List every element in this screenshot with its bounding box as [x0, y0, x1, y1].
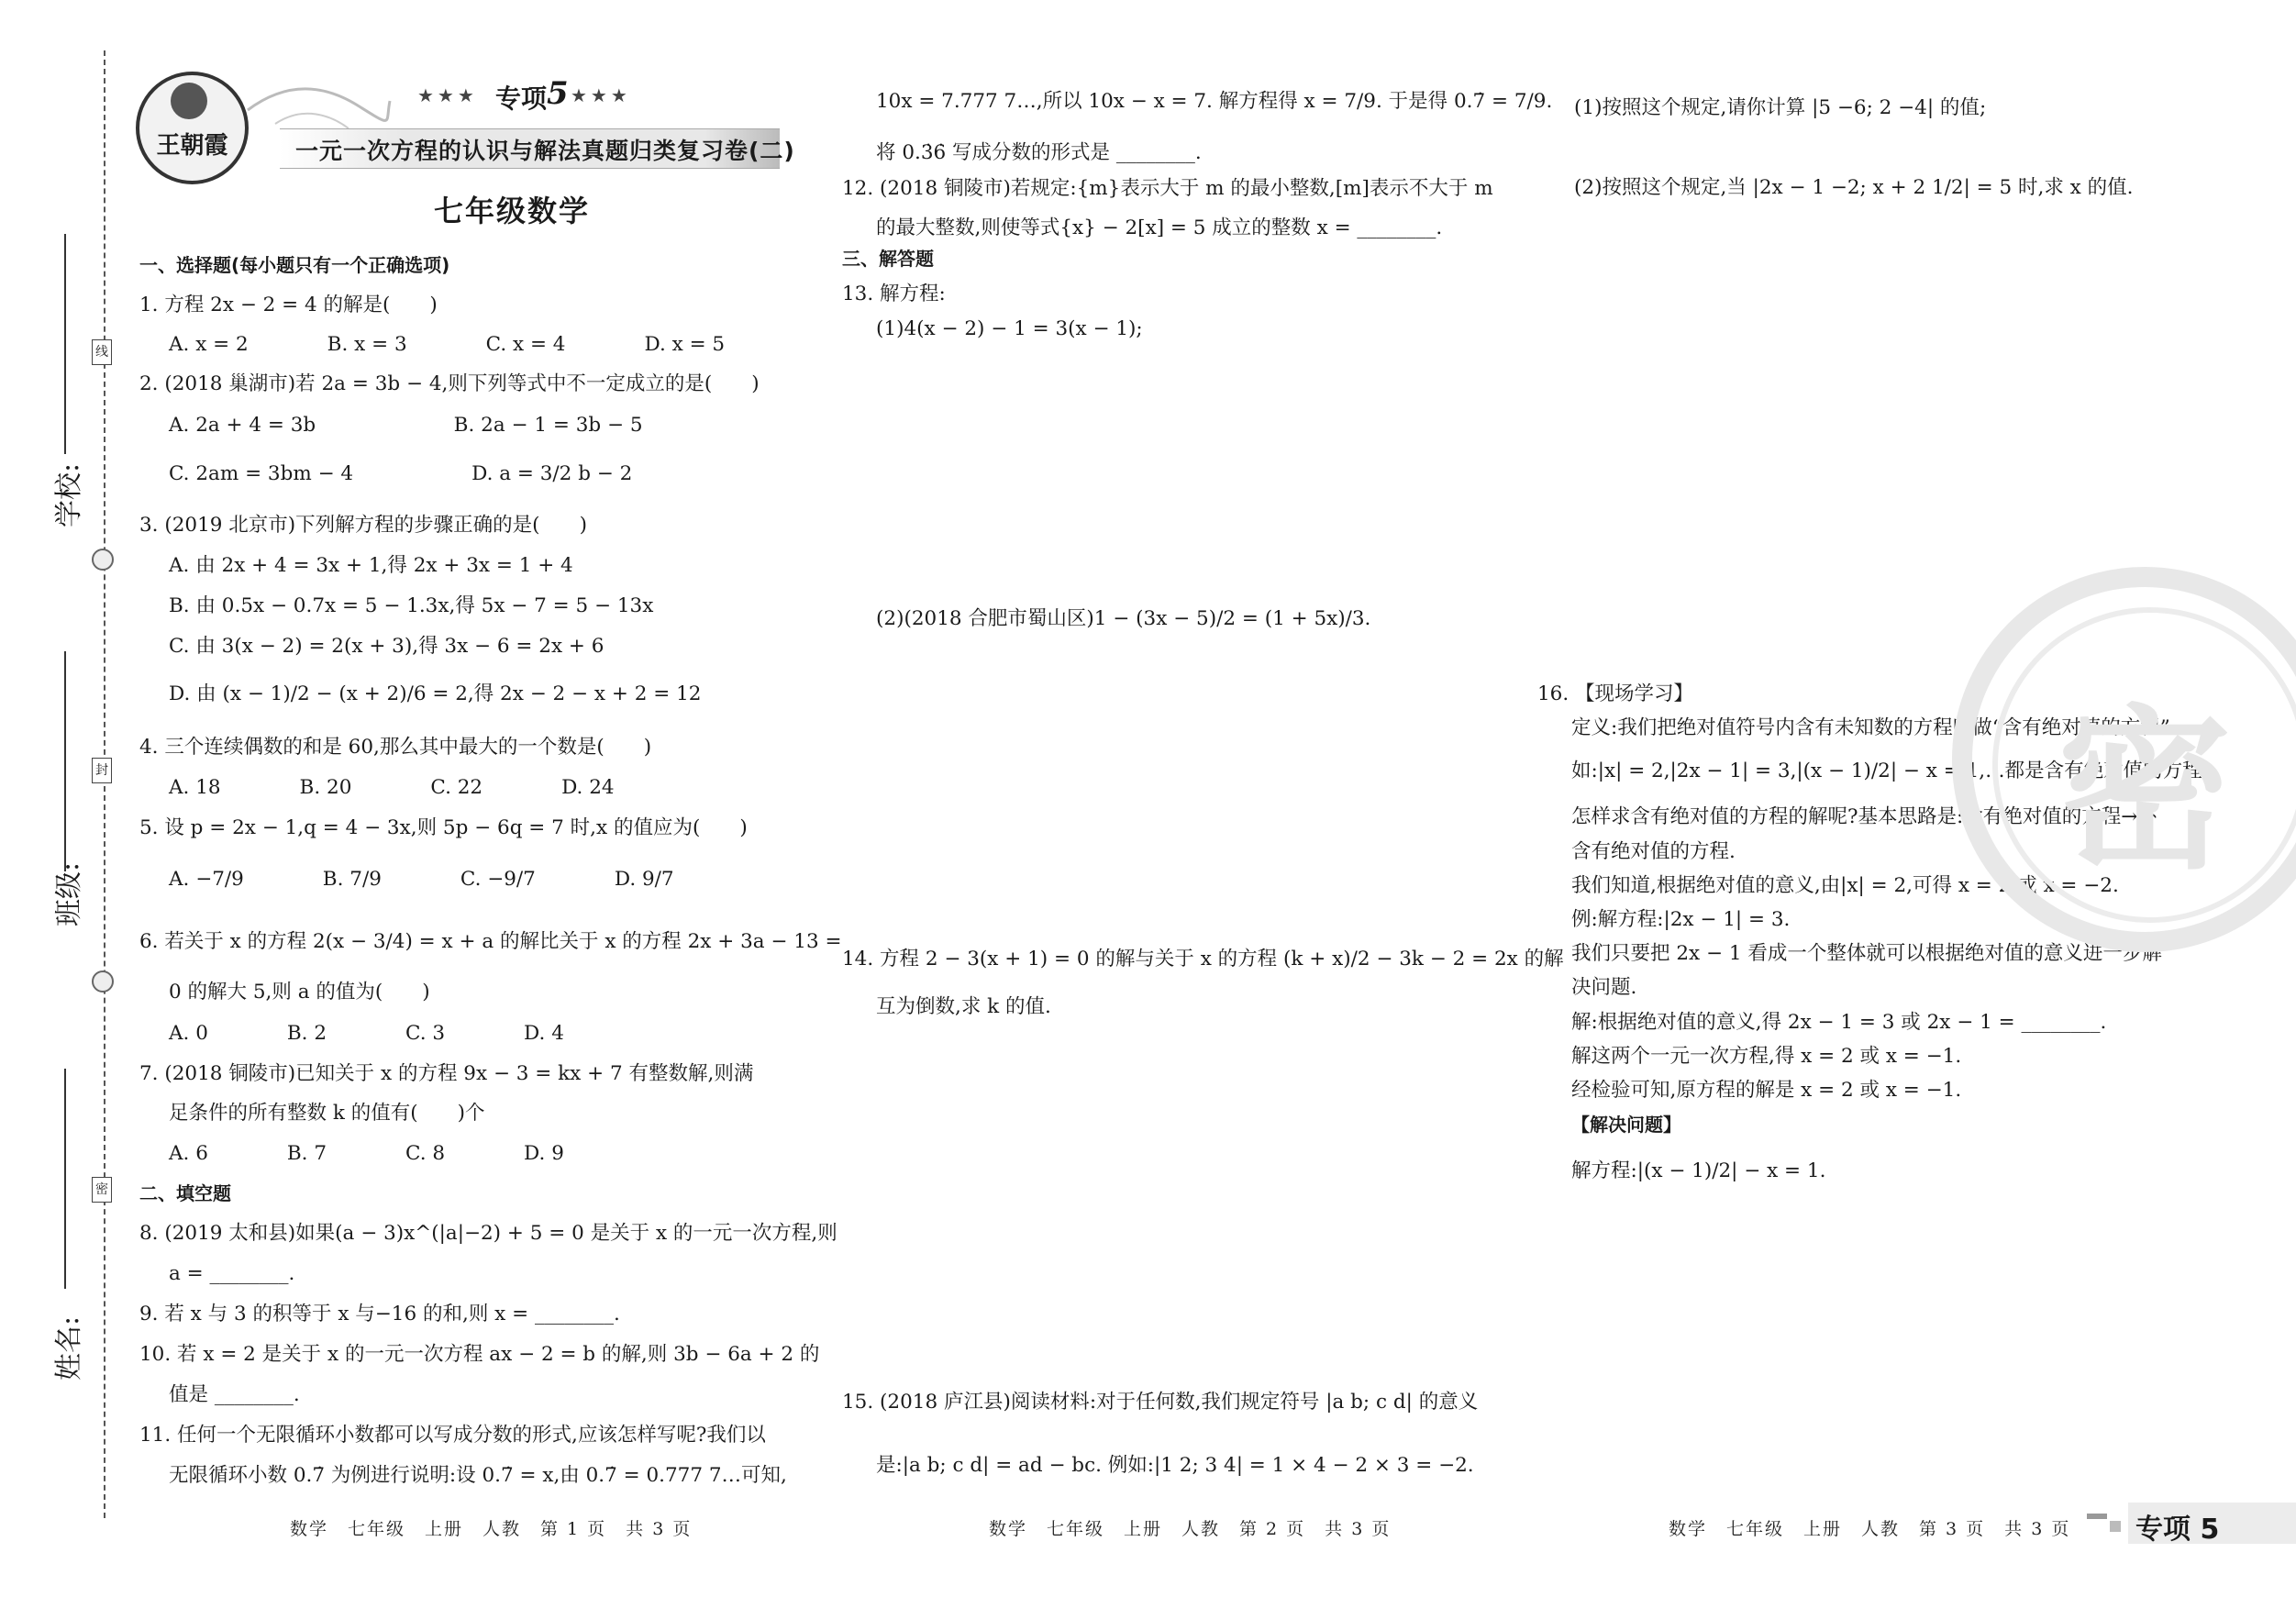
question-5: 5. 设 p = 2x − 1,q = 4 − 3x,则 5p − 6q = 7 时,x 的值应为( )	[139, 816, 748, 839]
question-12-cont: 的最大整数,则使等式{x} − 2[x] = 5 成立的整数 x = ________.	[876, 216, 1443, 239]
binding-hole-icon	[92, 549, 114, 571]
question-3-option-c: C. 由 3(x − 2) = 2(x + 3),得 3x − 6 = 2x + 6	[169, 635, 605, 658]
question-6-options: A. 0 B. 2 C. 3 D. 4	[169, 1022, 564, 1045]
watermark-seal	[1952, 567, 2296, 952]
stars-right-icon: ★★★	[571, 84, 631, 106]
seal-char-line: 线	[92, 339, 112, 365]
logo-figure-icon	[171, 83, 207, 119]
question-14: 14. 方程 2 − 3(x + 1) = 0 的解与关于 x 的方程 (k + x)/2 − 3k − 2 = 2x 的解	[842, 948, 1564, 970]
question-15-part-2: (2)按照这个规定,当 |2x − 1 −2; x + 2 1/2| = 5 时,求 x 的值.	[1574, 176, 2134, 199]
question-11: 11. 任何一个无限循环小数都可以写成分数的形式,应该怎样写呢?我们以	[139, 1424, 766, 1447]
q16-idea: 怎样求含有绝对值的方程的解呢?基本思路是:含有绝对值的方程→不	[1571, 805, 2157, 828]
question-3: 3. (2019 北京市)下列解方程的步骤正确的是( )	[139, 514, 587, 537]
footer-page-3: 数学 七年级 上册 人教 第 3 页 共 3 页	[1669, 1519, 2071, 1539]
question-7-options: A. 6 B. 7 C. 8 D. 9	[169, 1142, 564, 1165]
question-7-cont: 足条件的所有整数 k 的值有( )个	[169, 1102, 485, 1125]
question-11-cont: 无限循环小数 0.7̇ 为例进行说明:设 0.7̇ = x,由 0.7̇ = 0.777 7…可知,	[169, 1464, 787, 1487]
seal-char-secret: 密	[92, 1177, 112, 1203]
exam-title: 一元一次方程的认识与解法真题归类复习卷(二)	[295, 138, 795, 164]
question-2-options-cd: C. 2am = 3bm − 4 D. a = 3/2 b − 2	[169, 462, 633, 485]
q16-solve: 解这两个一元一次方程,得 x = 2 或 x = −1.	[1571, 1045, 1962, 1068]
question-7: 7. (2018 铜陵市)已知关于 x 的方程 9x − 3 = kx + 7 有整数解,则满	[139, 1062, 754, 1085]
question-15: 15. (2018 庐江县)阅读材料:对于任何数,我们规定符号 |a b; c d| 的意义	[842, 1391, 1479, 1414]
question-9: 9. 若 x 与 3 的积等于 x 与−16 的和,则 x = ________.	[139, 1303, 620, 1325]
question-14-cont: 互为倒数,求 k 的值.	[876, 995, 1051, 1018]
school-label: 学校:	[53, 462, 85, 527]
binding-margin	[0, 0, 138, 1597]
class-underline	[64, 651, 66, 871]
seal-char-seal: 封	[92, 758, 112, 783]
q16-problem: 解方程:|(x − 1)/2| − x = 1.	[1571, 1159, 1826, 1182]
name-underline	[64, 1069, 66, 1289]
subject-title: 七年级数学	[434, 194, 591, 228]
q16-check: 经检验可知,原方程的解是 x = 2 或 x = −1.	[1571, 1079, 1962, 1102]
question-3-option-b: B. 由 0.5x − 0.7x = 5 − 1.3x,得 5x − 7 = 5 − 13x	[169, 594, 654, 617]
q16-idea-cont: 含有绝对值的方程.	[1571, 840, 1736, 863]
question-8: 8. (2019 太和县)如果(a − 3)x^(|a|−2) + 5 = 0 是关于 x 的一元一次方程,则	[139, 1222, 837, 1245]
question-6: 6. 若关于 x 的方程 2(x − 3/4) = x + a 的解比关于 x 的方程 2x + 3a − 13 =	[139, 930, 842, 953]
question-5-options: A. −7/9 B. 7/9 C. −9/7 D. 9/7	[169, 868, 674, 891]
question-2: 2. (2018 巢湖市)若 2a = 3b − 4,则下列等式中不一定成立的是( )	[139, 372, 760, 395]
watermark-char: 密	[2057, 690, 2232, 893]
q16-solution: 解:根据绝对值的意义,得 2x − 1 = 3 或 2x − 1 = ________.	[1571, 1011, 2107, 1034]
question-2-options-ab: A. 2a + 4 = 3b B. 2a − 1 = 3b − 5	[169, 414, 643, 437]
binding-hole-icon	[92, 970, 114, 993]
question-12: 12. (2018 铜陵市)若规定:{m}表示大于 m 的最小整数,[m]表示不大于 m	[842, 177, 1493, 200]
q16-whole: 我们只要把 2x − 1 看成一个整体就可以根据绝对值的意义进一步解	[1571, 942, 2162, 965]
section-fill-heading: 二、填空题	[139, 1182, 231, 1204]
corner-square-icon	[2110, 1521, 2121, 1532]
q16-examples: 如:|x| = 2,|2x − 1| = 3,|(x − 1)/2| − x = 1,…都是含有绝对值的方程.	[1571, 760, 2209, 782]
corner-tag: 专项 5	[2135, 1514, 2220, 1546]
q16-problem-heading: 【解决问题】	[1571, 1114, 1681, 1136]
special-label: 专项	[495, 83, 548, 114]
question-8-answer: a = ________.	[169, 1262, 295, 1285]
class-label: 班级:	[53, 861, 85, 926]
footer-page-2: 数学 七年级 上册 人教 第 2 页 共 3 页	[989, 1519, 1392, 1539]
question-11-ask: 将 0.3̇6̇ 写成分数的形式是 ________.	[876, 141, 1202, 164]
question-3-option-d: D. 由 (x − 1)/2 − (x + 2)/6 = 2,得 2x − 2 − x + 2 = 12	[169, 682, 702, 705]
question-10: 10. 若 x = 2 是关于 x 的一元一次方程 ax − 2 = b 的解,则 3b − 6a + 2 的	[139, 1343, 820, 1366]
school-underline	[64, 234, 66, 454]
question-6-cont: 0 的解大 5,则 a 的值为( )	[169, 981, 430, 1004]
corner-dots-icon	[2087, 1514, 2107, 1519]
question-1-options: A. x = 2 B. x = 3 C. x = 4 D. x = 5	[169, 333, 726, 356]
question-15-cont: 是:|a b; c d| = ad − bc. 例如:|1 2; 3 4| = 1 × 4 − 2 × 3 = −2.	[876, 1454, 1474, 1477]
q16-example: 例:解方程:|2x − 1| = 3.	[1571, 908, 1791, 931]
question-13-part-1: (1)4(x − 2) − 1 = 3(x − 1);	[876, 317, 1143, 340]
footer-page-1: 数学 七年级 上册 人教 第 1 页 共 3 页	[290, 1519, 693, 1539]
q16-definition: 定义:我们把绝对值符号内含有未知数的方程叫做“含有绝对值的方程”.	[1571, 716, 2177, 739]
question-4: 4. 三个连续偶数的和是 60,那么其中最大的一个数是( )	[139, 736, 652, 759]
question-13: 13. 解方程:	[842, 283, 946, 305]
q16-know: 我们知道,根据绝对值的意义,由|x| = 2,可得 x = 2 或 x = −2.	[1571, 874, 2119, 897]
question-1: 1. 方程 2x − 2 = 4 的解是( )	[139, 294, 438, 316]
question-3-option-a: A. 由 2x + 4 = 3x + 1,得 2x + 3x = 1 + 4	[169, 554, 573, 577]
q16-whole-cont: 决问题.	[1571, 976, 1637, 999]
logo-text: 王朝霞	[156, 132, 228, 160]
special-number: 5	[547, 75, 569, 112]
question-10-answer: 值是 ________.	[169, 1383, 300, 1406]
brand-logo	[136, 72, 249, 184]
section-choice-heading: 一、选择题(每小题只有一个正确选项)	[139, 254, 450, 276]
question-16-heading: 16. 【现场学习】	[1537, 682, 1694, 705]
question-4-options: A. 18 B. 20 C. 22 D. 24	[169, 776, 615, 799]
question-15-part-1: (1)按照这个规定,请你计算 |5 −6; 2 −4| 的值;	[1574, 96, 1987, 119]
section-answer-heading: 三、解答题	[842, 248, 934, 270]
stars-left-icon: ★★★	[417, 84, 478, 106]
question-13-part-2: (2)(2018 合肥市蜀山区)1 − (3x − 5)/2 = (1 + 5x)/3.	[876, 607, 1371, 630]
binding-dashed-line	[104, 50, 105, 1518]
name-label: 姓名:	[53, 1315, 85, 1381]
question-11-cont-2: 10x = 7.777 7…,所以 10x − x = 7. 解方程得 x = 7/9. 于是得 0.7̇ = 7/9.	[876, 90, 1553, 113]
